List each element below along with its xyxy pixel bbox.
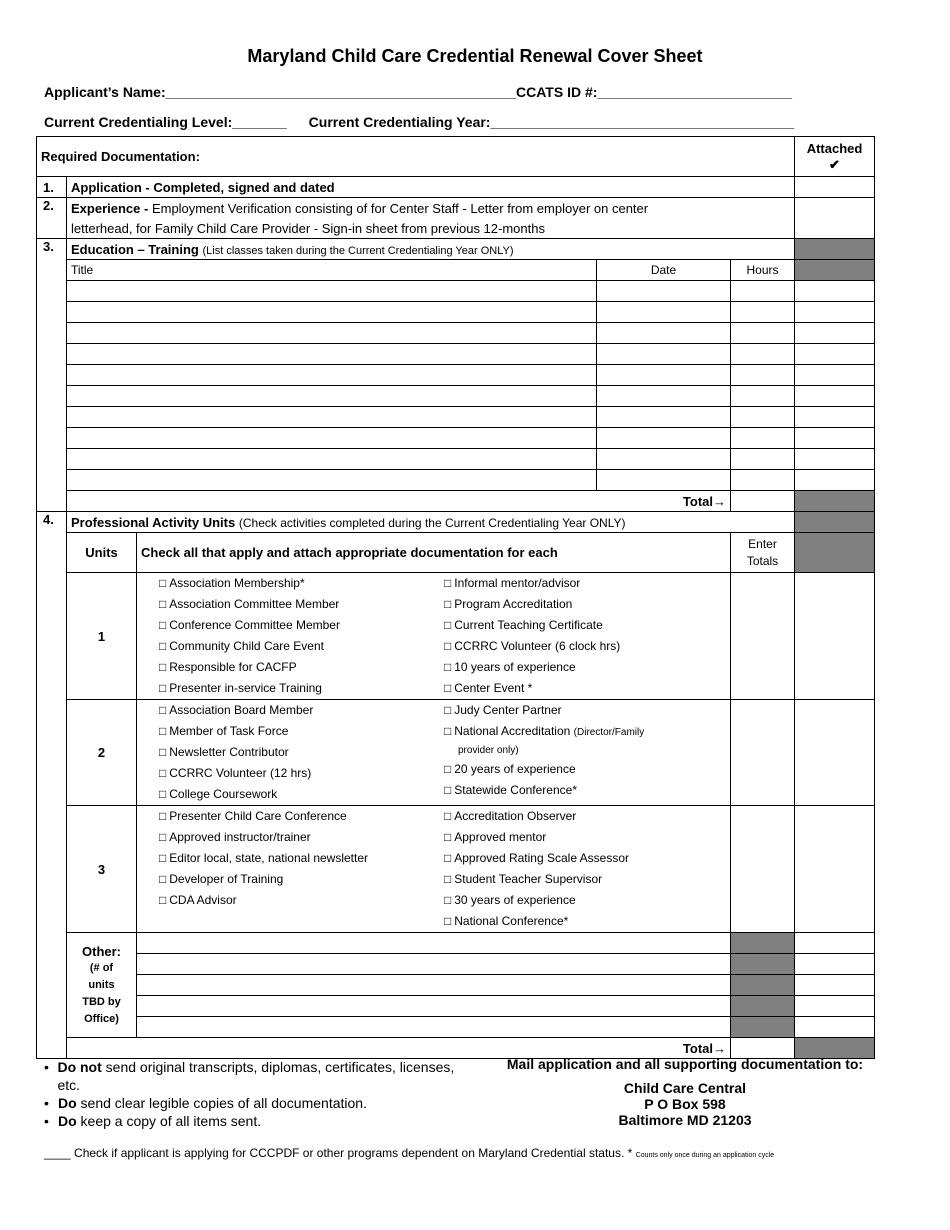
activity-checkbox[interactable] xyxy=(159,657,444,678)
training-title-cell[interactable] xyxy=(67,428,597,449)
activity-label: Presenter in-service Training xyxy=(169,681,322,695)
training-date-cell[interactable] xyxy=(597,470,731,491)
unit-value-2: 2 xyxy=(67,700,137,806)
activity-checkbox[interactable]: □ National Accreditation (Director/Family xyxy=(444,724,645,738)
training-hours-cell[interactable] xyxy=(731,449,795,470)
activity-checkbox[interactable] xyxy=(444,911,629,932)
activity-label: Association Committee Member xyxy=(169,597,340,611)
checkbox-icon: □ xyxy=(159,851,167,865)
activity-checkbox[interactable] xyxy=(444,573,620,594)
checkbox-icon: □ xyxy=(444,872,452,886)
instruction-item: • Do send clear legible copies of all documentation. xyxy=(44,1095,367,1111)
activity-checkbox[interactable] xyxy=(444,848,629,869)
year-label: Current Credentialing Year: xyxy=(308,114,491,130)
activity-checkbox[interactable] xyxy=(159,806,444,827)
activity-checkbox[interactable] xyxy=(159,742,444,763)
other-activity-cell[interactable] xyxy=(137,933,731,954)
unit-2-total[interactable] xyxy=(731,700,795,806)
activity-checkbox[interactable] xyxy=(159,848,444,869)
training-hours-cell[interactable] xyxy=(731,344,795,365)
training-hours-cell[interactable] xyxy=(731,302,795,323)
activity-label: College Coursework xyxy=(169,787,278,801)
activity-checkbox[interactable] xyxy=(159,827,444,848)
activity-label: Student Teacher Supervisor xyxy=(454,872,603,886)
training-date-cell[interactable] xyxy=(597,407,731,428)
checkbox-icon: □ xyxy=(444,576,452,590)
other-activity-cell[interactable] xyxy=(137,996,731,1017)
other-activity-cell[interactable] xyxy=(137,954,731,975)
checkbox-icon: □ xyxy=(444,893,452,907)
checkbox-icon: □ xyxy=(444,724,452,738)
checkbox-icon: □ xyxy=(159,766,167,780)
training-title-cell[interactable] xyxy=(67,365,597,386)
training-hours-cell[interactable] xyxy=(731,323,795,344)
activity-checkbox[interactable] xyxy=(159,636,444,657)
activity-label: Conference Committee Member xyxy=(169,618,340,632)
unit-value-3: 3 xyxy=(67,806,137,933)
training-title-cell[interactable] xyxy=(67,386,597,407)
training-hours-cell[interactable] xyxy=(731,470,795,491)
year-field[interactable]: _______________________________________ xyxy=(490,114,795,130)
training-total-cell[interactable] xyxy=(731,491,795,512)
check-mark-icon: ✔ xyxy=(829,156,840,172)
checkbox-icon: □ xyxy=(444,618,452,632)
checkbox-icon: □ xyxy=(444,830,452,844)
other-activity-cell[interactable] xyxy=(137,1017,731,1038)
activity-label: Responsible for CACFP xyxy=(169,660,297,674)
activity-total-label: Total→ xyxy=(67,1038,731,1059)
activity-label: 30 years of experience xyxy=(454,893,576,907)
activity-label: Approved mentor xyxy=(454,830,547,844)
activity-label: CCRRC Volunteer (6 clock hrs) xyxy=(454,639,621,653)
check-all-header: Check all that apply and attach appropriate documentation for each xyxy=(137,533,731,573)
activity-label: Approved instructor/trainer xyxy=(169,830,311,844)
required-doc-header: Required Documentation: xyxy=(37,137,795,177)
checkbox-icon: □ xyxy=(159,660,167,674)
activity-checkbox[interactable] xyxy=(444,636,620,657)
checkbox-icon: □ xyxy=(444,681,452,695)
training-date-cell[interactable] xyxy=(597,323,731,344)
experience-row-line2: letterhead, for Family Child Care Provider - Sign-in sheet from previous 12-months xyxy=(67,218,795,239)
applicant-name-row xyxy=(44,84,792,100)
checkbox-icon: □ xyxy=(159,703,167,717)
activity-checkbox[interactable] xyxy=(444,806,629,827)
other-activity-cell[interactable] xyxy=(137,975,731,996)
unit-3-activities xyxy=(137,806,731,933)
activity-label: Current Teaching Certificate xyxy=(454,618,603,632)
training-title-cell[interactable] xyxy=(67,281,597,302)
checkbox-icon: □ xyxy=(159,745,167,759)
education-row: Education – Training (List classes taken during the Current Credentialing Year ONLY) xyxy=(67,239,795,260)
activity-checkbox[interactable] xyxy=(159,594,444,615)
activity-checkbox[interactable] xyxy=(444,827,629,848)
activity-label: Editor local, state, national newsletter xyxy=(169,851,369,865)
checkbox-icon: □ xyxy=(159,787,167,801)
applicant-name-field[interactable]: _____________________________________________ xyxy=(165,84,517,100)
training-date-cell[interactable] xyxy=(597,449,731,470)
activity-checkbox[interactable] xyxy=(159,678,444,699)
unit-1-total[interactable] xyxy=(731,573,795,700)
activity-label: Center Event * xyxy=(454,681,533,695)
application-row: Application - Completed, signed and dated xyxy=(67,177,795,198)
activity-label: Association Board Member xyxy=(169,703,314,717)
training-title-header: Title xyxy=(67,260,597,281)
training-date-cell[interactable] xyxy=(597,344,731,365)
activity-label: National Conference* xyxy=(454,914,569,928)
activity-label: Association Membership* xyxy=(169,576,305,590)
attached-cell-2[interactable] xyxy=(795,198,875,239)
activity-checkbox[interactable]: □ Statewide Conference* xyxy=(444,783,577,797)
training-date-cell[interactable] xyxy=(597,365,731,386)
unit-value-1: 1 xyxy=(67,573,137,700)
other-label: Other: (# of units TBD by Office) xyxy=(67,933,137,1038)
activity-checkbox[interactable] xyxy=(444,615,620,636)
checkbox-icon: □ xyxy=(444,851,452,865)
activity-label: Newsletter Contributor xyxy=(169,745,289,759)
professional-activity-row: Professional Activity Units (Check activities completed during the Current Credentialing Year ONLY) xyxy=(67,512,795,533)
training-date-cell[interactable] xyxy=(597,428,731,449)
checkbox-icon: □ xyxy=(159,809,167,823)
footnote: Counts only once during an application cycle xyxy=(635,1152,775,1159)
activity-label: Accreditation Observer xyxy=(454,809,577,823)
training-hours-cell[interactable] xyxy=(731,386,795,407)
training-title-cell[interactable] xyxy=(67,407,597,428)
checkbox-icon: □ xyxy=(444,809,452,823)
training-date-cell[interactable] xyxy=(597,386,731,407)
checkbox-icon: □ xyxy=(159,724,167,738)
training-title-cell[interactable] xyxy=(67,449,597,470)
training-date-header: Date xyxy=(597,260,731,281)
checkbox-icon: □ xyxy=(444,703,452,717)
activity-checkbox[interactable] xyxy=(159,890,444,911)
checkbox-icon: □ xyxy=(444,914,452,928)
activity-label: CCRRC Volunteer (12 hrs) xyxy=(169,766,312,780)
training-total-label: Total→ xyxy=(67,491,731,512)
checkbox-icon: □ xyxy=(159,597,167,611)
training-date-cell[interactable] xyxy=(597,302,731,323)
training-date-cell[interactable] xyxy=(597,281,731,302)
activity-label: 10 years of experience xyxy=(454,660,576,674)
activity-checkbox[interactable] xyxy=(159,615,444,636)
checkbox-icon: □ xyxy=(444,762,452,776)
training-title-cell[interactable] xyxy=(67,302,597,323)
mailing-address xyxy=(470,1056,900,1128)
checkbox-icon: □ xyxy=(159,872,167,886)
training-hours-header: Hours xyxy=(731,260,795,281)
applicant-name-label: Applicant’s Name: xyxy=(44,84,166,100)
attached-header: Attached ✔ xyxy=(795,137,875,177)
checkbox-icon: □ xyxy=(159,830,167,844)
training-title-cell[interactable] xyxy=(67,470,597,491)
activity-label: Developer of Training xyxy=(169,872,284,886)
activity-checkbox[interactable] xyxy=(159,784,444,805)
documentation-table xyxy=(36,136,875,1059)
activity-checkbox[interactable] xyxy=(444,657,620,678)
activity-checkbox[interactable] xyxy=(444,890,629,911)
attached-cell-1[interactable] xyxy=(795,177,875,198)
activity-checkbox[interactable] xyxy=(444,869,629,890)
ccats-label: CCATS ID #: xyxy=(516,84,598,100)
training-title-cell[interactable] xyxy=(67,344,597,365)
row-number: 4. xyxy=(37,512,67,1059)
checkbox-icon: □ xyxy=(159,681,167,695)
training-hours-cell[interactable] xyxy=(731,407,795,428)
mail-line-1: Child Care Central xyxy=(623,1080,747,1096)
checkbox-icon: □ xyxy=(159,893,167,907)
mail-line-3: Baltimore MD 21203 xyxy=(618,1112,752,1128)
training-hours-cell[interactable] xyxy=(731,281,795,302)
checkbox-icon: □ xyxy=(444,639,452,653)
national-accreditation-note: provider only) xyxy=(458,745,519,756)
unit-2-activities xyxy=(137,700,731,806)
instructions-list xyxy=(44,1058,464,1130)
row-number: 1. xyxy=(37,177,67,198)
training-hours-cell[interactable] xyxy=(731,428,795,449)
activity-label: CDA Advisor xyxy=(169,893,237,907)
activity-checkbox[interactable]: □ Judy Center Partner xyxy=(444,703,562,717)
row-number: 3. xyxy=(37,239,67,512)
level-label: Current Credentialing Level: xyxy=(44,114,233,130)
activity-label: Program Accreditation xyxy=(454,597,573,611)
checkbox-icon: □ xyxy=(444,660,452,674)
activity-checkbox[interactable] xyxy=(159,869,444,890)
activity-checkbox[interactable] xyxy=(444,594,620,615)
activity-label: Member of Task Force xyxy=(169,724,289,738)
unit-3-total[interactable] xyxy=(731,806,795,933)
enter-totals-header: Enter Totals xyxy=(731,533,795,573)
checkbox-icon: □ xyxy=(159,618,167,632)
training-title-cell[interactable] xyxy=(67,323,597,344)
instruction-item: • Do not send original transcripts, diplomas, certificates, licenses, etc. xyxy=(44,1059,455,1093)
ccats-field[interactable]: _________________________ xyxy=(597,84,793,100)
unit-1-activities xyxy=(137,573,731,700)
activity-checkbox[interactable] xyxy=(444,678,620,699)
checkbox-icon: □ xyxy=(444,597,452,611)
row-number: 2. xyxy=(37,198,67,239)
activity-label: Informal mentor/advisor xyxy=(454,576,581,590)
activity-checkbox[interactable] xyxy=(159,700,444,721)
checkbox-icon: □ xyxy=(159,576,167,590)
mail-line-2: P O Box 598 xyxy=(644,1096,726,1112)
activity-label: Presenter Child Care Conference xyxy=(169,809,347,823)
cccpdf-check-line[interactable]: ____ Check if applicant is applying for CCCPDF or other programs dependent on Maryland Credential status. * Counts only once during an application cycle xyxy=(44,1146,775,1160)
units-header: Units xyxy=(67,533,137,573)
activity-checkbox[interactable] xyxy=(159,573,444,594)
credential-row xyxy=(44,114,794,130)
activity-label: Community Child Care Event xyxy=(169,639,324,653)
experience-row: Experience - Employment Verification consisting of for Center Staff - Letter from employer on center xyxy=(67,198,795,219)
instruction-item: • Do keep a copy of all items sent. xyxy=(44,1113,262,1129)
mail-heading: Mail application and all supporting documentation to: xyxy=(506,1056,864,1072)
training-hours-cell[interactable] xyxy=(731,365,795,386)
activity-checkbox[interactable] xyxy=(159,763,444,784)
activity-label: Approved Rating Scale Assessor xyxy=(454,851,630,865)
level-field[interactable]: _______ xyxy=(232,114,287,130)
page-title: Maryland Child Care Credential Renewal Cover Sheet xyxy=(247,46,703,66)
checkbox-icon: □ xyxy=(159,639,167,653)
activity-checkbox[interactable] xyxy=(159,721,444,742)
activity-checkbox[interactable]: □ 20 years of experience xyxy=(444,762,576,776)
checkbox-icon: □ xyxy=(444,783,452,797)
